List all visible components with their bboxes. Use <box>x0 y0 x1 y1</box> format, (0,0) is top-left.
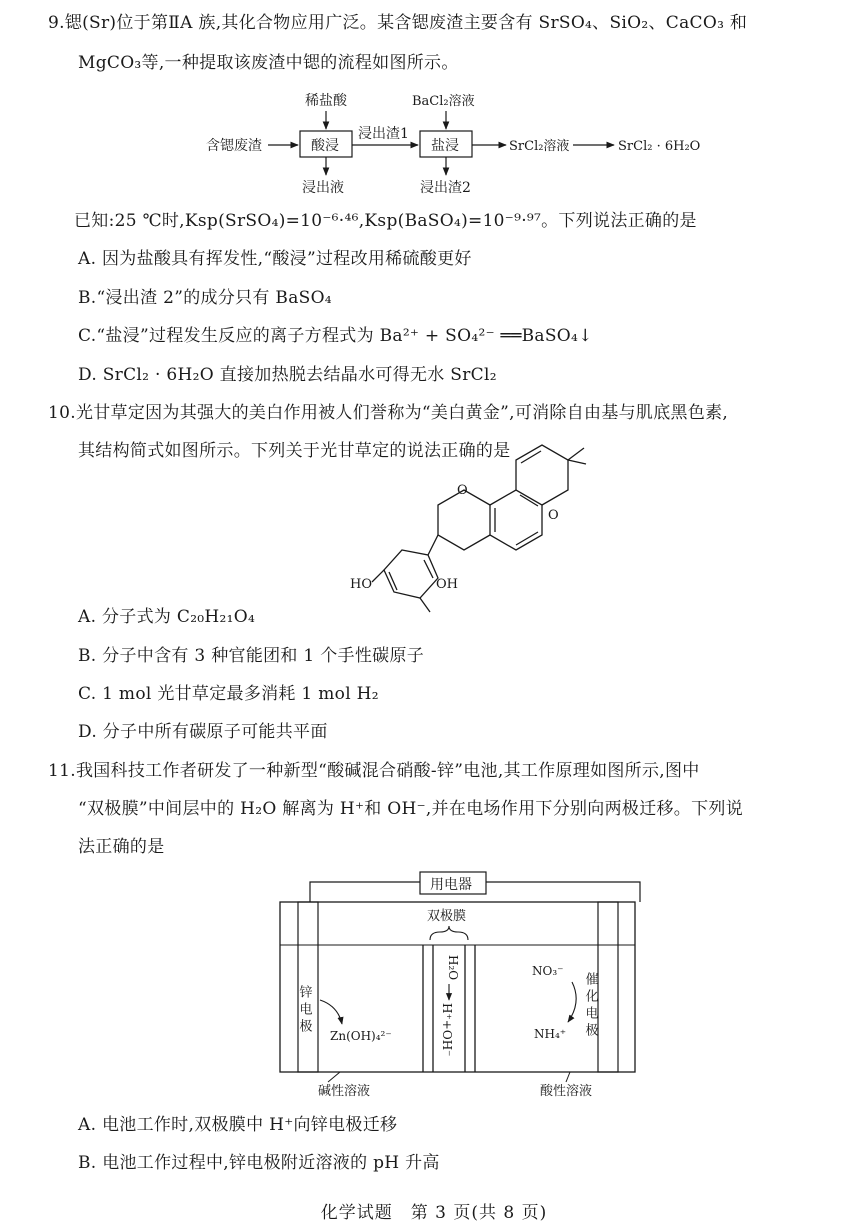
catalytic-electrode <box>598 902 618 1072</box>
water-label: H₂O <box>446 955 460 981</box>
flow-mid-label: 浸出渣1 <box>358 126 409 142</box>
q11-option-b: B. 电池工作过程中,锌电极附近溶液的 pH 升高 <box>78 1153 440 1173</box>
right-solution-label: 酸性溶液 <box>540 1084 593 1099</box>
structure-o1: O <box>457 483 468 498</box>
structure-o2: O <box>548 508 559 523</box>
membrane-brace <box>430 926 468 940</box>
q10-option-a: A. 分子式为 C₂₀H₂₁O₄ <box>78 607 256 627</box>
q9-stem-text-1: 锶(Sr)位于第ⅡA 族,其化合物应用广泛。某含锶废渣主要含有 SrSO₄、SiO₂、CaCO₃ 和 <box>64 13 748 33</box>
flow-product2-label: SrCl₂ · 6H₂O <box>618 139 701 154</box>
flow-product1-label: SrCl₂溶液 <box>509 139 570 154</box>
left-solution-label: 碱性溶液 <box>318 1084 371 1099</box>
left-electrode-label: 锌电极 <box>296 985 312 1036</box>
zincate-label: Zn(OH)₄²⁻ <box>330 1029 392 1043</box>
q9-option-c: C.“盐浸”过程发生反应的离子方程式为 Ba²⁺ + SO₄²⁻ ══BaSO₄↓ <box>78 326 593 346</box>
resorcinol-ring <box>384 550 438 598</box>
q11-option-a: A. 电池工作时,双极膜中 H⁺向锌电极迁移 <box>78 1115 398 1135</box>
glabridin-structure <box>372 445 586 612</box>
right-electrode-label: 催化电极 <box>582 972 598 1040</box>
q10-stem-text-1: 光甘草定因为其强大的美白作用被人们誉称为“美白黄金”,可消除自由基与肌底黑色素, <box>75 403 729 423</box>
battery-diagram <box>280 872 640 1099</box>
device-label: 用电器 <box>430 877 472 893</box>
q11-stem-line1 <box>48 760 700 782</box>
flow-reagent2-label: BaCl₂溶液 <box>412 94 475 109</box>
membrane-label: 双极膜 <box>427 909 467 924</box>
q10-stem-line2: 其结构简式如图所示。下列关于光甘草定的说法正确的是 <box>78 441 511 461</box>
q10-option-d: D. 分子中所有碳原子可能共平面 <box>78 722 328 742</box>
nitrate-label: NO₃⁻ <box>532 964 564 978</box>
structure-ho: HO <box>350 577 372 592</box>
q11-stem-line2: “双极膜”中间层中的 H₂O 解离为 H⁺和 OH⁻,并在电场作用下分别向两极迁移。下列说 <box>78 799 744 819</box>
q9-known-condition: 已知:25 ℃时,Ksp(SrSO₄)=10⁻⁶·⁴⁶,Ksp(BaSO₄)=10⁻⁹·⁹⁷。下列说法正确的是 <box>74 211 697 231</box>
q9-option-b: B.“浸出渣 2”的成分只有 BaSO₄ <box>78 288 332 308</box>
flow-box1-label: 酸浸 <box>311 138 339 154</box>
q9-flow-diagram <box>206 92 700 196</box>
q11-stem-text-1: 我国科技工作者研发了一种新型“酸碱混合硝酸-锌”电池,其工作原理如图所示,图中 <box>75 761 700 781</box>
page-footer: 化学试题 第 3 页(共 8 页) <box>320 1203 548 1223</box>
structure-oh: OH <box>436 577 458 592</box>
q10-option-b: B. 分子中含有 3 种官能团和 1 个手性碳原子 <box>78 646 425 666</box>
q10-option-c: C. 1 mol 光甘草定最多消耗 1 mol H₂ <box>78 684 379 704</box>
benzene-ring-center <box>490 490 542 550</box>
q10-number: 10. <box>48 403 76 423</box>
flow-out-residue-label: 浸出渣2 <box>420 180 471 196</box>
q9-number: 9. <box>48 13 65 33</box>
ions-label: H⁺+OH⁻ <box>440 1003 454 1057</box>
q9-option-d: D. SrCl₂ · 6H₂O 直接加热脱去结晶水可得无水 SrCl₂ <box>78 365 497 385</box>
ammonium-label: NH₄⁺ <box>534 1027 567 1041</box>
q10-stem-line1 <box>48 402 728 424</box>
dimethylpyran-ring <box>516 445 568 505</box>
chromane-ring <box>438 490 490 550</box>
flow-input-label: 含锶废渣 <box>206 138 262 154</box>
q11-stem-line3: 法正确的是 <box>78 837 165 857</box>
q9-option-a: A. 因为盐酸具有挥发性,“酸浸”过程改用稀硫酸更好 <box>78 249 472 269</box>
q11-number: 11. <box>48 761 76 781</box>
q9-stem-line2: MgCO₃等,一种提取该废渣中锶的流程如图所示。 <box>78 53 459 73</box>
flow-out-liquid-label: 浸出液 <box>302 180 344 196</box>
flow-box2-label: 盐浸 <box>431 138 459 154</box>
flow-reagent1-label: 稀盐酸 <box>305 93 347 109</box>
